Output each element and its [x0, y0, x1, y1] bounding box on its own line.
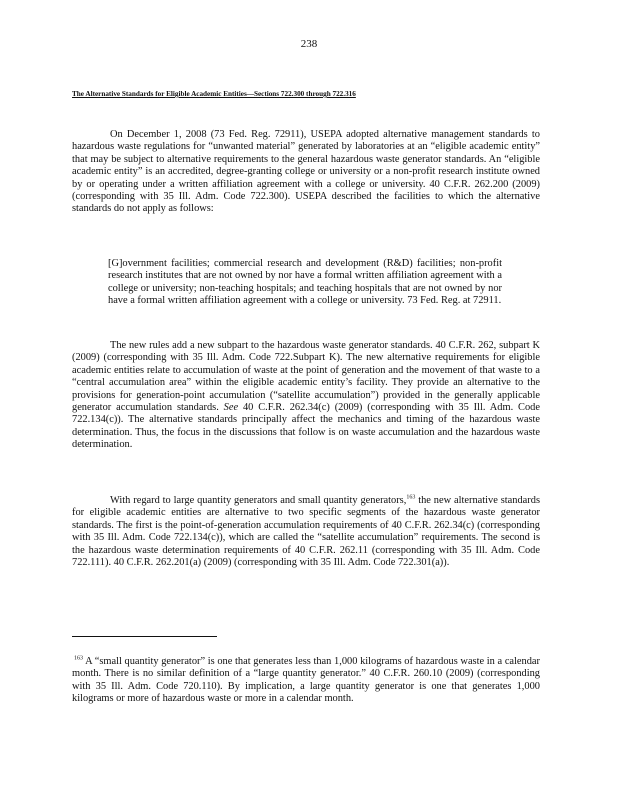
footnote — [72, 656, 540, 706]
section-heading: The Alternative Standards for Eligible Academic Entities—Sections 722.300 through 722.316 — [72, 90, 356, 98]
paragraph-generators — [72, 495, 540, 569]
paragraph-intro: On December 1, 2008 (73 Fed. Reg. 72911), USEPA adopted alternative management standards to hazardous waste regulations for “unwanted material” generated by laboratories at an “eligible academic entity” that may be subject to alternative requirements to the general hazardous waste generator standards. An “eligible academic entity” is an accredited, degree-granting college or university or a non-profit research institute owned by or operating under a written affiliation agreement with a college or university. 40 C.F.R. 262.200 (2009) (corresponding with 35 Ill. Adm. Code 722.300). USEPA described the facilities to which the alternative standards do not apply as follows: — [72, 129, 540, 215]
paragraph-new-rules — [72, 340, 540, 452]
footnote-marker: 163 — [74, 655, 83, 662]
paragraph-new-rules-text-a: The new rules add a new subpart to the hazardous waste generator standards. 40 C.F.R. 262, subpart K (2009) (corresponding with 35 Ill. Adm. Code 722.Subpart K). The new alternative requirements for eligible academic entities relate to accumulation of waste at the point of generation and the movement of that waste to a “central accumulation area” within the eligible academic entity’s facility. They provide an alternative to the provisions for generation-point accumulation (“satellite accumulation”) provided in the generally applicable generator accumulation standards. — [72, 340, 540, 414]
see-signal: See — [223, 402, 239, 414]
paragraph-new-rules-text-b: 40 C.F.R. 262.34(c) (2009) (corresponding with 35 Ill. Adm. Code 722.134(c)). The alternative standards principally affect the mechanics and timing of the hazardous waste determination. Thus, the focus in the discussions that follow is on waste accumulation and the hazardous waste determination. — [72, 402, 540, 451]
paragraph-generators-text-a: With regard to large quantity generators and small quantity generators, — [110, 495, 407, 506]
footnote-separator — [72, 636, 217, 637]
paragraph-generators-text-b: the new alternative standards for eligible academic entities are alternative to two specific segments of the hazardous waste generator standards. The first is the point-of-generation accumulation requirements of 40 C.F.R. 262.34(c) (corresponding with 35 Ill. Adm. Code 722.134(c)), which are called the “satellite accumulation” requirements. The second is the hazardous waste determination requirements of 40 C.F.R. 262.11 (corresponding with 35 Ill. Adm. Code 722.111). 40 C.F.R. 262.201(a) (2009) (corresponding with 35 Ill. Adm. Code 722.301(a)). — [72, 495, 540, 569]
footnote-text: A “small quantity generator” is one that generates less than 1,000 kilograms of hazardous waste in a calendar month. There is no similar definition of a “large quantity generator.” 40 C.F.R. 260.10 (2009) (corresponding with 35 Ill. Adm. Code 720.110). By implication, a large quantity generator is one that generates 1,000 kilograms or more of hazardous waste or more in a calendar month. — [72, 656, 540, 705]
footnote-reference: 163 — [406, 494, 416, 501]
block-quote: [G]overnment facilities; commercial research and development (R&D) facilities; non-profit research institutes that are not owned by nor have a formal written affiliation agreement with a college or university; non-teaching hospitals; and teaching hospitals that are not owned by nor have a formal written affiliation agreement with a college or university. 73 Fed. Reg. at 72911. — [108, 258, 502, 307]
page-number: 238 — [300, 38, 318, 50]
